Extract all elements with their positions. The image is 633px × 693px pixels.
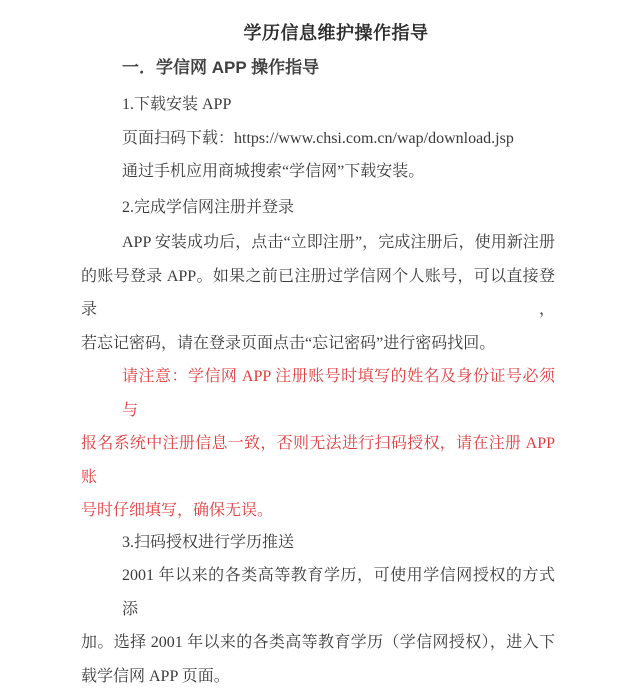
warning-line-1: 请注意：学信网 APP 注册账号时填写的姓名及身份证号必须与 — [81, 360, 555, 427]
subheading-download-app: 1.下载安装 APP — [81, 88, 555, 122]
doc-line-app-store-search: 通过手机应用商城搜索“学信网”下载安装。 — [81, 155, 555, 189]
doc-line-register-2: 的账号登录 APP。如果之前已注册过学信网个人账号，可以直接登录， — [81, 260, 555, 327]
doc-line-push-2: 加。选择 2001 年以来的各类高等教育学历（学信网授权），进入下 — [81, 626, 555, 660]
document-page — [0, 20, 633, 588]
download-url: https://www.chsi.com.cn/wap/download.jsp — [234, 130, 514, 147]
warning-line-2: 报名系统中注册信息一致，否则无法进行扫码授权，请在注册 APP 账 — [81, 427, 555, 494]
doc-line-register-1: APP 安装成功后，点击“立即注册”，完成注册后，使用新注册 — [81, 226, 555, 260]
doc-line-push-3: 载学信网 APP 页面。 — [81, 660, 555, 693]
download-label: 页面扫码下载： — [122, 130, 234, 147]
warning-line-3: 号时仔细填写，确保无误。 — [81, 494, 555, 528]
doc-line-register-3: 若忘记密码，请在登录页面点击“忘记密码”进行密码找回。 — [81, 327, 555, 361]
doc-title: 学历信息维护操作指导 — [99, 20, 573, 46]
subheading-register-login: 2.完成学信网注册并登录 — [81, 191, 555, 225]
subheading-scan-authorize: 3.扫码授权进行学历推送 — [81, 526, 555, 560]
doc-line-push-1: 2001 年以来的各类高等教育学历，可使用学信网授权的方式添 — [81, 559, 555, 626]
document-content — [0, 20, 633, 693]
download-line — [81, 122, 555, 156]
section-heading: 一．学信网 APP 操作指导 — [81, 55, 555, 81]
